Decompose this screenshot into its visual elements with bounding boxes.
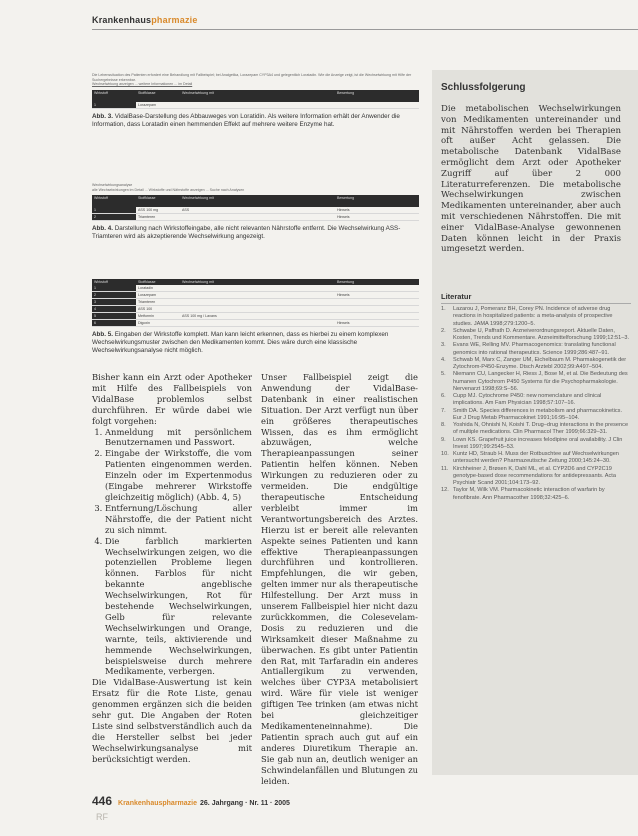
reference-text: Smith DA. Species differences in metabolism and pharmacokinetics. Eur J Drug Metab Pharmacokinet 1991;16:95–104. xyxy=(453,407,623,421)
fig3-intro: Die Lebenssituation des Patienten erfordert eine Behandlung mit Fallbeispiel; bei Analgetika, Lorazepam CYP3A4 und gelegentlich Loratadin. Wie die Anzeige zeigt, ist die Wechselwirkung mit Hilfe der Suchergebnisse erkennbar. xyxy=(92,73,412,82)
fig5-caption-text: Eingaben der Wirkstoffe komplett. Man kann leicht erkennen, dass es hierbei zu einem komplexen Wechselwirkungsmuster zwischen den Medikamenten kommt. Dies wäre durch eine klassische Wechselwirkungsanalyse nicht möglich. xyxy=(92,331,389,355)
table-row xyxy=(92,292,419,299)
fig5-cell: Triamteren xyxy=(136,299,180,306)
fig5-cell xyxy=(335,313,419,320)
sidebar-conclusion xyxy=(441,104,621,255)
fig3-cell: Lorazepam xyxy=(136,102,180,109)
reference-text: Kuntz HD, Straub H. Muss der Rotbuschtee auf Wechselwirkungen untersucht werden? Pharmazeutische Zeitung 2000;145:24–30. xyxy=(453,451,619,465)
sidebar-text: Die metabolischen Wechselwirkungen von Medikamenten untereinander und mit Nährstoffen werden bei Therapien oft außer Acht gelassen. Die metabolische Datenbank VidalBase ermöglicht dem Arzt oder Apotheker Zugriff auf über 2 000 Literaturreferenzen. Die metabolische Wechselwirkungen zwischen Medikamenten untereinander, aber auch mit verschiedenen Nährstoffen. Die mit einer VidalBase-Analyse gewonnenen Daten können leicht in der Praxis umgesetzt werden. xyxy=(441,104,621,255)
figure-5 xyxy=(92,276,419,356)
table-row xyxy=(92,214,419,221)
fig5-cell: ASS 100 xyxy=(136,306,180,313)
fig5-cell: Lorazepam xyxy=(136,292,180,299)
fig4-intro2: alle Wechselwirkungen im Detail ... Wirkstoffe und Nährstoffe anzeigen ... Suche nach Analysen xyxy=(92,187,245,192)
fig5-cell: 5 xyxy=(92,313,136,320)
fig4-col: Wirkstoff xyxy=(92,195,136,201)
list-item: 3. Evans WE, Relling MV. Pharmacogenomics: translating functional genomics into rational therapeutics. Science 1999;286:487–91. xyxy=(441,342,616,356)
fig4-cell xyxy=(180,214,335,221)
fig5-cell: Hinweis xyxy=(335,320,419,327)
fig4-table xyxy=(92,195,419,221)
fig5-cell xyxy=(180,299,335,306)
fig5-cell: Digoxin xyxy=(136,320,180,327)
list-item: 9. Lown KS. Grapefruit juice increases felodipine oral availability. J Clin Invest 1997;99:2545–53. xyxy=(441,436,623,450)
fig5-col: Stoffklasse xyxy=(136,279,180,285)
fig3-table xyxy=(92,90,419,109)
reference-text: Lazarou J, Pomeranz BH, Corey PN. Incidence of adverse drug reactions in hospitalized patients: a meta-analysis of prospective studies. JAMA 1998;279:1200–5. xyxy=(453,306,613,327)
fig5-cell xyxy=(180,306,335,313)
scan-stamp: RF xyxy=(96,812,108,822)
fig4-caption xyxy=(92,225,419,241)
reference-text: Evans WE, Relling MV. Pharmacogenomics: translating functional genomics into rational therapeutics. Science 1999;286:487–91. xyxy=(453,342,616,356)
literature-rule xyxy=(441,303,631,304)
fig5-cell xyxy=(180,320,335,327)
fig5-caption xyxy=(92,331,419,356)
fig5-cell xyxy=(335,306,419,313)
body-left-intro: Bisher kann ein Arzt oder Apotheker mit Hilfe des Fallbeispiels von VidalBase problemlos selbst durchführen. Er würde dabei wie folgt vorgehen: xyxy=(92,372,252,426)
journal-name-part2: pharmazie xyxy=(151,15,198,25)
list-item: 4. Die farblich markierten Wechselwirkungen zeigen, wo die potenziellen Probleme liegen können. Farblos für nicht bekannte angeblische Wechselwirkungen, Rot für bestehende Wechselwirkungen, Gelb für relevante Wechselwirkungen und Orange, warnte, teils, aktivierende und hemmende Wechselwirkungen, beispielsweise durch mehrere Medikamente, verbergen. xyxy=(105,536,252,678)
list-item: 11. Kirchheiner J, Brøsen K, Dahl ML, et al. CYP2D6 and CYP2C19 genotype-based dose recommendations for antidepressants. Acta Psychiatr Scand 2001;104:173–92. xyxy=(441,465,616,486)
fig3-col: Wirkstoff xyxy=(92,90,136,96)
fig4-intro: Wechselwirkungsanalyse xyxy=(92,183,133,187)
fig5-caption-title: Abb. 5. xyxy=(92,331,113,338)
fig5-cell: 6 xyxy=(92,320,136,327)
fig3-caption xyxy=(92,113,419,129)
reference-text: Lown KS. Grapefruit juice increases felodipine oral availability. J Clin Invest 1997;99:2545–53. xyxy=(453,436,623,450)
reference-text: Kirchheiner J, Brøsen K, Dahl ML, et al. CYP2D6 and CYP2C19 genotype-based dose recommendations for antidepressants. Acta Psychiatr Scand 2001;104:173–92. xyxy=(453,465,616,486)
fig4-col: Bewertung xyxy=(335,195,419,201)
fig5-col: Wirkstoff xyxy=(92,279,136,285)
fig5-cell: 4 xyxy=(92,306,136,313)
fig4-cell: Hinweis xyxy=(335,207,419,214)
list-item: 12. Taylor M, Wilk VM. Pharmacokinetic interaction of warfarin by fenofibrate. Ann Pharmacother 1998;32:425–6. xyxy=(441,487,605,501)
fig5-table xyxy=(92,279,419,327)
fig5-cell xyxy=(335,299,419,306)
list-item: 7. Smith DA. Species differences in metabolism and pharmacokinetics. Eur J Drug Metab Pharmacokinet 1991;16:95–104. xyxy=(441,407,623,421)
fig4-caption-text: Darstellung nach Wirkstoffeingabe, alle nicht relevanten Nährstoffe entfernt. Die Wechselwirkung ASS-Triamteren wird als akzeptierende Wechselwirkung angezeigt. xyxy=(92,225,401,241)
list-item: 3. Entfernung/Löschung aller Nährstoffe, die der Patient nicht zu sich nimmt. xyxy=(105,503,252,536)
steps-list xyxy=(92,427,252,678)
sidebar-title: Schlussfolgerung xyxy=(441,82,526,93)
fig4-col: Wechselwirkung mit xyxy=(180,195,335,201)
body-left-outro: Die VidalBase-Auswertung ist kein Ersatz für die Rote Liste, genau genommen ergänzen sich die beiden sehr gut. Die Angaben der Roten Liste sind selbstverständlich auch da die Hersteller selbst bei jeder Wechselwirkungsanalyse mit berücksichtigt werden. xyxy=(92,677,252,764)
list-item: 6. Cupp MJ. Cytochrome P450: new nomenclature and clinical implications. Am Fam Physician 1998;57:107–16. xyxy=(441,393,602,407)
fig3-col: Bewertung xyxy=(335,90,419,96)
list-item: 1. Anmeldung mit persönlichem Benutzernamen und Passwort. xyxy=(105,427,252,449)
list-item: 10. Kuntz HD, Straub H. Muss der Rotbuschtee auf Wechselwirkungen untersucht werden? Pharmazeutische Zeitung 2000;145:24–30. xyxy=(441,451,619,465)
reference-text: Schwab M, Marx C, Zanger UM, Eichelbaum M. Pharmakogenetik der Zytochrom-P450-Enzyme. Dtsch Arztebl 2002;99:A497–504. xyxy=(453,356,627,370)
reference-text: Yoshida N, Ohnishi N, Koishi T. Drug–drug interactions in the presence of multiple medications. Clin Pharmacol Ther 1999;66:329–31. xyxy=(453,422,629,436)
fig5-cell: 3 xyxy=(92,299,136,306)
fig4-col: Stoffklasse xyxy=(136,195,180,201)
table-row xyxy=(92,320,419,327)
fig4-cell: 2 xyxy=(92,214,136,221)
footer-journal: Krankenhauspharmazie xyxy=(118,800,198,807)
body-column-middle xyxy=(261,372,418,786)
list-item: 2. Schwabe U, Paffrath D. Arzneiverordnungsreport. Aktuelle Daten, Kosten, Trends und Kommentare. Arzneimittelforschung 1999;12:51–3. xyxy=(441,327,629,341)
journal-name-part1: Krankenhaus xyxy=(92,15,152,25)
table-row xyxy=(92,313,419,320)
fig4-cell: Hinweis xyxy=(335,214,419,221)
literature-list xyxy=(441,306,631,502)
literature-title: Literatur xyxy=(441,292,472,301)
list-item: 2. Eingabe der Wirkstoffe, die vom Patienten eingenommen werden. Einzeln oder im Expertenmodus (Eingabe mehrerer Wirkstoffe gleichzeitig möglich) (Abb. 4, 5) xyxy=(105,448,252,503)
fig4-cell: 1 xyxy=(92,207,136,214)
fig5-col: Wechselwirkung mit xyxy=(180,279,335,285)
fig4-cell: Triamteren xyxy=(136,214,180,221)
fig4-cell: ASS 100 mg xyxy=(136,207,180,214)
list-item: 8. Yoshida N, Ohnishi N, Koishi T. Drug–drug interactions in the presence of multiple medications. Clin Pharmacol Ther 1999;66:329–31. xyxy=(441,422,629,436)
fig5-cell: Hinweis xyxy=(335,292,419,299)
fig4-caption-title: Abb. 4. xyxy=(92,225,113,233)
reference-text: Cupp MJ. Cytochrome P450: new nomenclature and clinical implications. Am Fam Physician 1998;57:107–16. xyxy=(453,393,602,407)
page-footer xyxy=(92,792,290,810)
fig3-caption-title: Abb. 3. xyxy=(92,112,113,120)
body-column-left xyxy=(92,372,252,765)
fig3-cell: 1 xyxy=(92,102,136,109)
table-row xyxy=(92,299,419,306)
reference-text: Niemann CU, Langecker H, Riess J, Bose M, et al. Die Bedeutung des humanen Cytochrom P450 Systems für die Psychopharmakologie. Nervenarzt 1998;69:S–56. xyxy=(453,371,628,392)
fig3-col: Wechselwirkung mit xyxy=(180,90,335,96)
fig3-link[interactable]: Wechselwirkung anzeigen ... weitere Informationen ... im Detail xyxy=(92,82,193,87)
page-number: 446 xyxy=(92,794,113,808)
body-middle-text: Unser Fallbeispiel zeigt die Anwendung der VidalBase-Datenbank in einer realistischen Situation. Der Arzt verfügt nun über ein größeres therapeutisches Wissen, das es ihm ermöglicht abzuwägen, welche Therapieanpassungen seiner Patientin helfen können. Neben Wirkungen zu reduzieren oder zu vermeiden. Die endgültige therapeutische Entscheidung verbleibt immer im Verantwortungsbereich des Arztes. Hierzu ist er bereit alle relevanten Aspekte seines Patienten und kann effektive Therapieanpassungen durchführen und kontrollieren. Empfehlungen, die wir geben, gelten immer nur als therapeutische Hilfestellung. Der Arzt muss in unserem Fallbeispiel hier nicht dazu zurückkommen, die Colesevelam-Dosis zu reduzieren und die Wirksamkeit dieser Maßnahme zu überwachen. Es gibt unter Patientin den Rat, mit Tarfaradin ein anderes Antiallergikum zu verwenden, welches über CYP3A metabolisiert wird. Wäre für viele ist weniger giftigen Tee trinken (am etwas nicht bei gleichzeitiger Medikamenteneinnahme). Die Patientin sprach auch gut auf ein anderes Diuretikum Therapie an. Sie gab nun an, deutlich weniger an Schwindelanfällen und Blutungen zu leiden. xyxy=(261,372,418,786)
fig4-cell: ASS xyxy=(180,207,335,214)
journal-header xyxy=(92,15,198,25)
table-row xyxy=(92,102,419,109)
table-row xyxy=(92,306,419,313)
fig5-cell: 2 xyxy=(92,292,136,299)
fig5-col: Bewertung xyxy=(335,279,419,285)
figure-3 xyxy=(92,73,419,129)
fig5-cell: ASS 100 mg / Laxans xyxy=(180,313,335,320)
fig5-cell xyxy=(180,292,335,299)
list-item: 1. Lazarou J, Pomeranz BH, Corey PN. Incidence of adverse drug reactions in hospitalized patients: a meta-analysis of prospective studies. JAMA 1998;279:1200–5. xyxy=(441,306,613,327)
fig5-cell: 1 xyxy=(92,285,136,292)
list-item: 5. Niemann CU, Langecker H, Riess J, Bose M, et al. Die Bedeutung des humanen Cytochrom P450 Systems für die Psychopharmakologie. Nervenarzt 1998;69:S–56. xyxy=(441,371,628,392)
fig5-cell: Loratadin xyxy=(136,285,180,292)
reference-text: Schwabe U, Paffrath D. Arzneiverordnungsreport. Aktuelle Daten, Kosten, Trends und Kommentare. Arzneimittelforschung 1999;12:51–3. xyxy=(453,327,629,341)
reference-text: Taylor M, Wilk VM. Pharmacokinetic interaction of warfarin by fenofibrate. Ann Pharmacother 1998;32:425–6. xyxy=(453,487,605,501)
list-item: 4. Schwab M, Marx C, Zanger UM, Eichelbaum M. Pharmakogenetik der Zytochrom-P450-Enzyme. Dtsch Arztebl 2002;99:A497–504. xyxy=(441,356,627,370)
fig3-col: Stoffklasse xyxy=(136,90,180,96)
footer-issue: 26. Jahrgang · Nr. 11 · 2005 xyxy=(200,800,290,807)
figure-4 xyxy=(92,183,419,242)
fig5-cell: Metformin xyxy=(136,313,180,320)
fig3-caption-text: VidalBase-Darstellung des Abbauweges von Loratidin. Als weitere Information erhält der Anwender die Information, dass Loratadin einen hemmenden Effekt auf mehrere weitere Enzyme hat. xyxy=(92,112,400,128)
header-rule xyxy=(92,29,638,30)
